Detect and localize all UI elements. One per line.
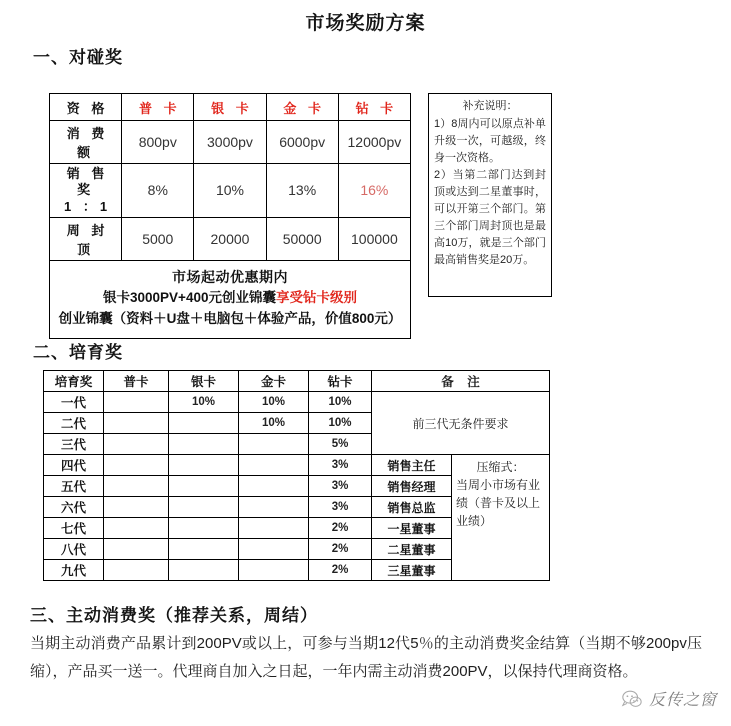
cell-consumption-label: 消 费 额: [50, 121, 122, 164]
cell-rank-title-6: 销售总监: [372, 497, 452, 518]
cell-generation-7: 七代: [44, 518, 104, 539]
cell-card-zuan: 钻 卡: [338, 94, 410, 121]
cell-remark-first-three-gens: 前三代无条件要求: [372, 392, 550, 455]
table-row-promo: [50, 260, 411, 339]
cell-gen1-pu: [104, 392, 169, 413]
cell-gen7-yin: [169, 518, 239, 539]
cell-gen5-jin: [239, 476, 309, 497]
cell-gen6-zuan: 3%: [309, 497, 372, 518]
section-three-body-text: 当期主动消费产品累计到200PV或以上，可参与当期12代5％的主动消费奖金结算（当期不够200pv压缩），产品买一送一。代理商自加入之日起，一年内需主动消费200PV，以保持代理商资格。: [30, 635, 702, 680]
section-heading-duipengjiang: 一、对碰奖: [33, 48, 123, 67]
cell-gen1-zuan: 10%: [309, 392, 372, 413]
cell-consumption-yin: 3000pv: [194, 121, 266, 164]
promo-line-3: 创业锦囊（资料＋U盘＋电脑包＋体验产品，价值800元）: [58, 311, 402, 327]
cell-gen6-pu: [104, 497, 169, 518]
table-row-header: [50, 94, 411, 121]
table-row-sales-bonus: [50, 164, 411, 218]
peiyujiang-table: [43, 370, 550, 581]
cell-gen7-jin: [239, 518, 309, 539]
cell-gen4-zuan: 3%: [309, 455, 372, 476]
cell-header-yin: 银卡: [169, 371, 239, 392]
cell-qualification-label: 资 格: [50, 94, 122, 121]
cell-gen2-yin: [169, 413, 239, 434]
peiyujiang-table-wrapper: [43, 370, 549, 581]
cell-gen7-zuan: 2%: [309, 518, 372, 539]
sales-bonus-label-line2: 1 ：1: [64, 198, 112, 214]
duipengjiang-table-wrapper: [49, 93, 411, 339]
cell-gen9-pu: [104, 560, 169, 581]
table-row: [44, 392, 550, 413]
cell-gen3-jin: [239, 434, 309, 455]
cell-gen8-yin: [169, 539, 239, 560]
cell-remark-compression: [452, 455, 550, 581]
compression-title: 压缩式：: [476, 460, 525, 474]
cell-gen9-jin: [239, 560, 309, 581]
cell-gen5-pu: [104, 476, 169, 497]
cell-header-pu: 普卡: [104, 371, 169, 392]
sales-bonus-label-line1: 销 售 奖: [66, 166, 109, 198]
cell-gen7-pu: [104, 518, 169, 539]
cell-gen5-zuan: 3%: [309, 476, 372, 497]
cell-gen6-jin: [239, 497, 309, 518]
cell-gen4-yin: [169, 455, 239, 476]
cell-gen4-jin: [239, 455, 309, 476]
cell-gen2-pu: [104, 413, 169, 434]
duipengjiang-table: [49, 93, 411, 339]
promo-line-2-highlight: 享受钻卡级别: [275, 290, 357, 306]
cell-rank-title-8: 二星董事: [372, 539, 452, 560]
cell-weekly-cap-zuan: 100000: [338, 217, 410, 260]
cell-generation-2: 二代: [44, 413, 104, 434]
cell-header-peiyujiang: 培育奖: [44, 371, 104, 392]
cell-gen1-yin: 10%: [169, 392, 239, 413]
cell-generation-8: 八代: [44, 539, 104, 560]
cell-generation-1: 一代: [44, 392, 104, 413]
cell-generation-5: 五代: [44, 476, 104, 497]
cell-rank-title-4: 销售主任: [372, 455, 452, 476]
cell-gen8-jin: [239, 539, 309, 560]
watermark-text: 反传之窗: [648, 692, 717, 709]
cell-header-jin: 金卡: [239, 371, 309, 392]
cell-header-zuan: 钻卡: [309, 371, 372, 392]
cell-weekly-cap-jin: 50000: [266, 217, 338, 260]
cell-gen9-zuan: 2%: [309, 560, 372, 581]
table-row-header: [44, 371, 550, 392]
note-item-2: 2）当第二部门达到封顶或达到二星董事时，可以开第三个部门。第三个部门周封顶也是最高10万，就是三个部门最高销售奖是20万。: [434, 169, 546, 267]
cell-gen3-pu: [104, 434, 169, 455]
table-row-consumption: [50, 121, 411, 164]
cell-gen4-pu: [104, 455, 169, 476]
promo-line-1: 市场起动优惠期内: [172, 268, 288, 285]
table-row-weekly-cap: [50, 217, 411, 260]
cell-gen3-zuan: 5%: [309, 434, 372, 455]
cell-header-remark: 备 注: [372, 371, 550, 392]
cell-gen2-jin: 10%: [239, 413, 309, 434]
cell-rank-title-9: 三星董事: [372, 560, 452, 581]
cell-sales-bonus-label: [50, 164, 122, 218]
cell-generation-9: 九代: [44, 560, 104, 581]
section-heading-peiyujiang: 二、培育奖: [33, 343, 123, 362]
cell-weekly-cap-pu: 5000: [122, 217, 194, 260]
promo-line-2-plain: 银卡3000PV+400元创业锦囊: [103, 290, 276, 306]
wechat-account-logo-icon: [621, 688, 643, 710]
cell-gen5-yin: [169, 476, 239, 497]
note-title: 补充说明：: [462, 100, 518, 112]
cell-card-yin: 银 卡: [194, 94, 266, 121]
cell-gen6-yin: [169, 497, 239, 518]
supplementary-note-box: [428, 93, 552, 297]
cell-consumption-jin: 6000pv: [266, 121, 338, 164]
cell-card-jin: 金 卡: [266, 94, 338, 121]
section-heading-zhudongxiaofeijiang: 三、主动消费奖（推荐关系，周结）: [30, 606, 318, 625]
cell-sales-bonus-yin: 10%: [194, 164, 266, 218]
cell-rank-title-5: 销售经理: [372, 476, 452, 497]
cell-generation-6: 六代: [44, 497, 104, 518]
cell-weekly-cap-yin: 20000: [194, 217, 266, 260]
cell-consumption-pu: 800pv: [122, 121, 194, 164]
watermark: [621, 687, 717, 710]
cell-generation-4: 四代: [44, 455, 104, 476]
cell-gen8-zuan: 2%: [309, 539, 372, 560]
cell-generation-3: 三代: [44, 434, 104, 455]
cell-consumption-zuan: 12000pv: [338, 121, 410, 164]
cell-sales-bonus-jin: 13%: [266, 164, 338, 218]
note-item-1: 1）8周内可以原点补单升级一次，可越级，终身一次资格。: [434, 118, 546, 165]
table-row: [44, 455, 550, 476]
cell-card-pu: 普 卡: [122, 94, 194, 121]
cell-sales-bonus-pu: 8%: [122, 164, 194, 218]
cell-promo-block: [50, 260, 411, 339]
cell-rank-title-7: 一星董事: [372, 518, 452, 539]
cell-sales-bonus-zuan: 16%: [338, 164, 410, 218]
cell-gen8-pu: [104, 539, 169, 560]
compression-body: 当周小市场有业绩（普卡及以上业绩）: [456, 478, 541, 528]
cell-gen3-yin: [169, 434, 239, 455]
cell-gen2-zuan: 10%: [309, 413, 372, 434]
cell-gen9-yin: [169, 560, 239, 581]
cell-gen1-jin: 10%: [239, 392, 309, 413]
cell-weekly-cap-label: 周 封 顶: [50, 217, 122, 260]
promo-line-2: [54, 288, 406, 309]
page-title: 市场奖励方案: [305, 13, 426, 34]
